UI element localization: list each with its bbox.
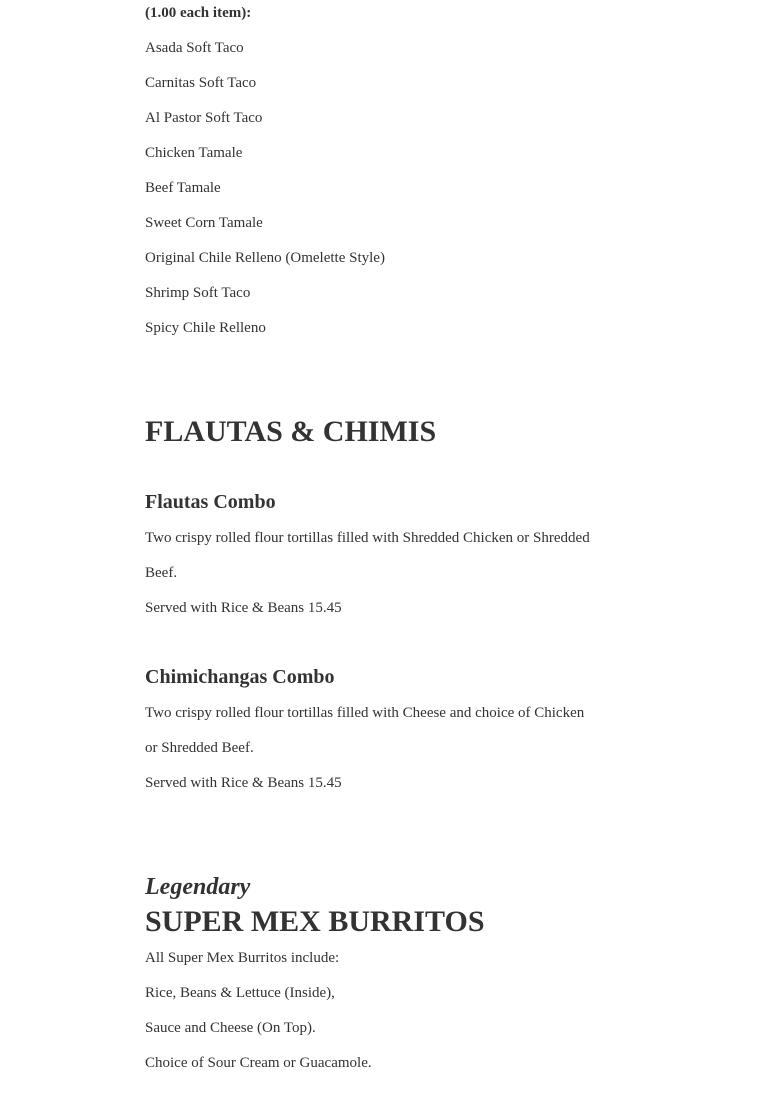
- menu-item: Asada Soft Taco: [145, 40, 244, 56]
- flautas-served-price: Served with Rice & Beans 15.45: [145, 600, 342, 616]
- menu-item: Sweet Corn Tamale: [145, 215, 263, 231]
- menu-item: Chicken Tamale: [145, 145, 243, 161]
- menu-item: Original Chile Relleno (Omelette Style): [145, 250, 385, 266]
- menu-item: Carnitas Soft Taco: [145, 75, 257, 91]
- section-heading-super-mex-burritos: SUPER MEX BURRITOS: [145, 905, 485, 938]
- menu-item: Beef Tamale: [145, 180, 221, 196]
- menu-item: Shrimp Soft Taco: [145, 285, 251, 301]
- burrito-include-line: Choice of Sour Cream or Guacamole.: [145, 1055, 372, 1071]
- burrito-include-line: Sauce and Cheese (On Top).: [145, 1020, 316, 1036]
- burritos-kicker: Legendary: [145, 874, 251, 900]
- menu-item: Spicy Chile Relleno: [145, 320, 266, 336]
- chimichangas-description: or Shredded Beef.: [145, 740, 254, 756]
- burrito-include-line: All Super Mex Burritos include:: [145, 950, 340, 966]
- chimichangas-combo-title: Chimichangas Combo: [145, 666, 335, 688]
- chimichangas-served-price: Served with Rice & Beans 15.45: [145, 775, 342, 791]
- combo-price-note: (1.00 each item):: [145, 5, 252, 21]
- flautas-combo-title: Flautas Combo: [145, 491, 276, 513]
- menu-item: Al Pastor Soft Taco: [145, 110, 263, 126]
- flautas-description: Beef.: [145, 565, 178, 581]
- burrito-include-line: Rice, Beans & Lettuce (Inside),: [145, 985, 335, 1001]
- flautas-description: Two crispy rolled flour tortillas filled with Shredded Chicken or Shredded: [145, 530, 590, 546]
- chimichangas-description: Two crispy rolled flour tortillas filled with Cheese and choice of Chicken: [145, 705, 585, 721]
- section-heading-flautas-chimis: FLAUTAS & CHIMIS: [145, 415, 437, 448]
